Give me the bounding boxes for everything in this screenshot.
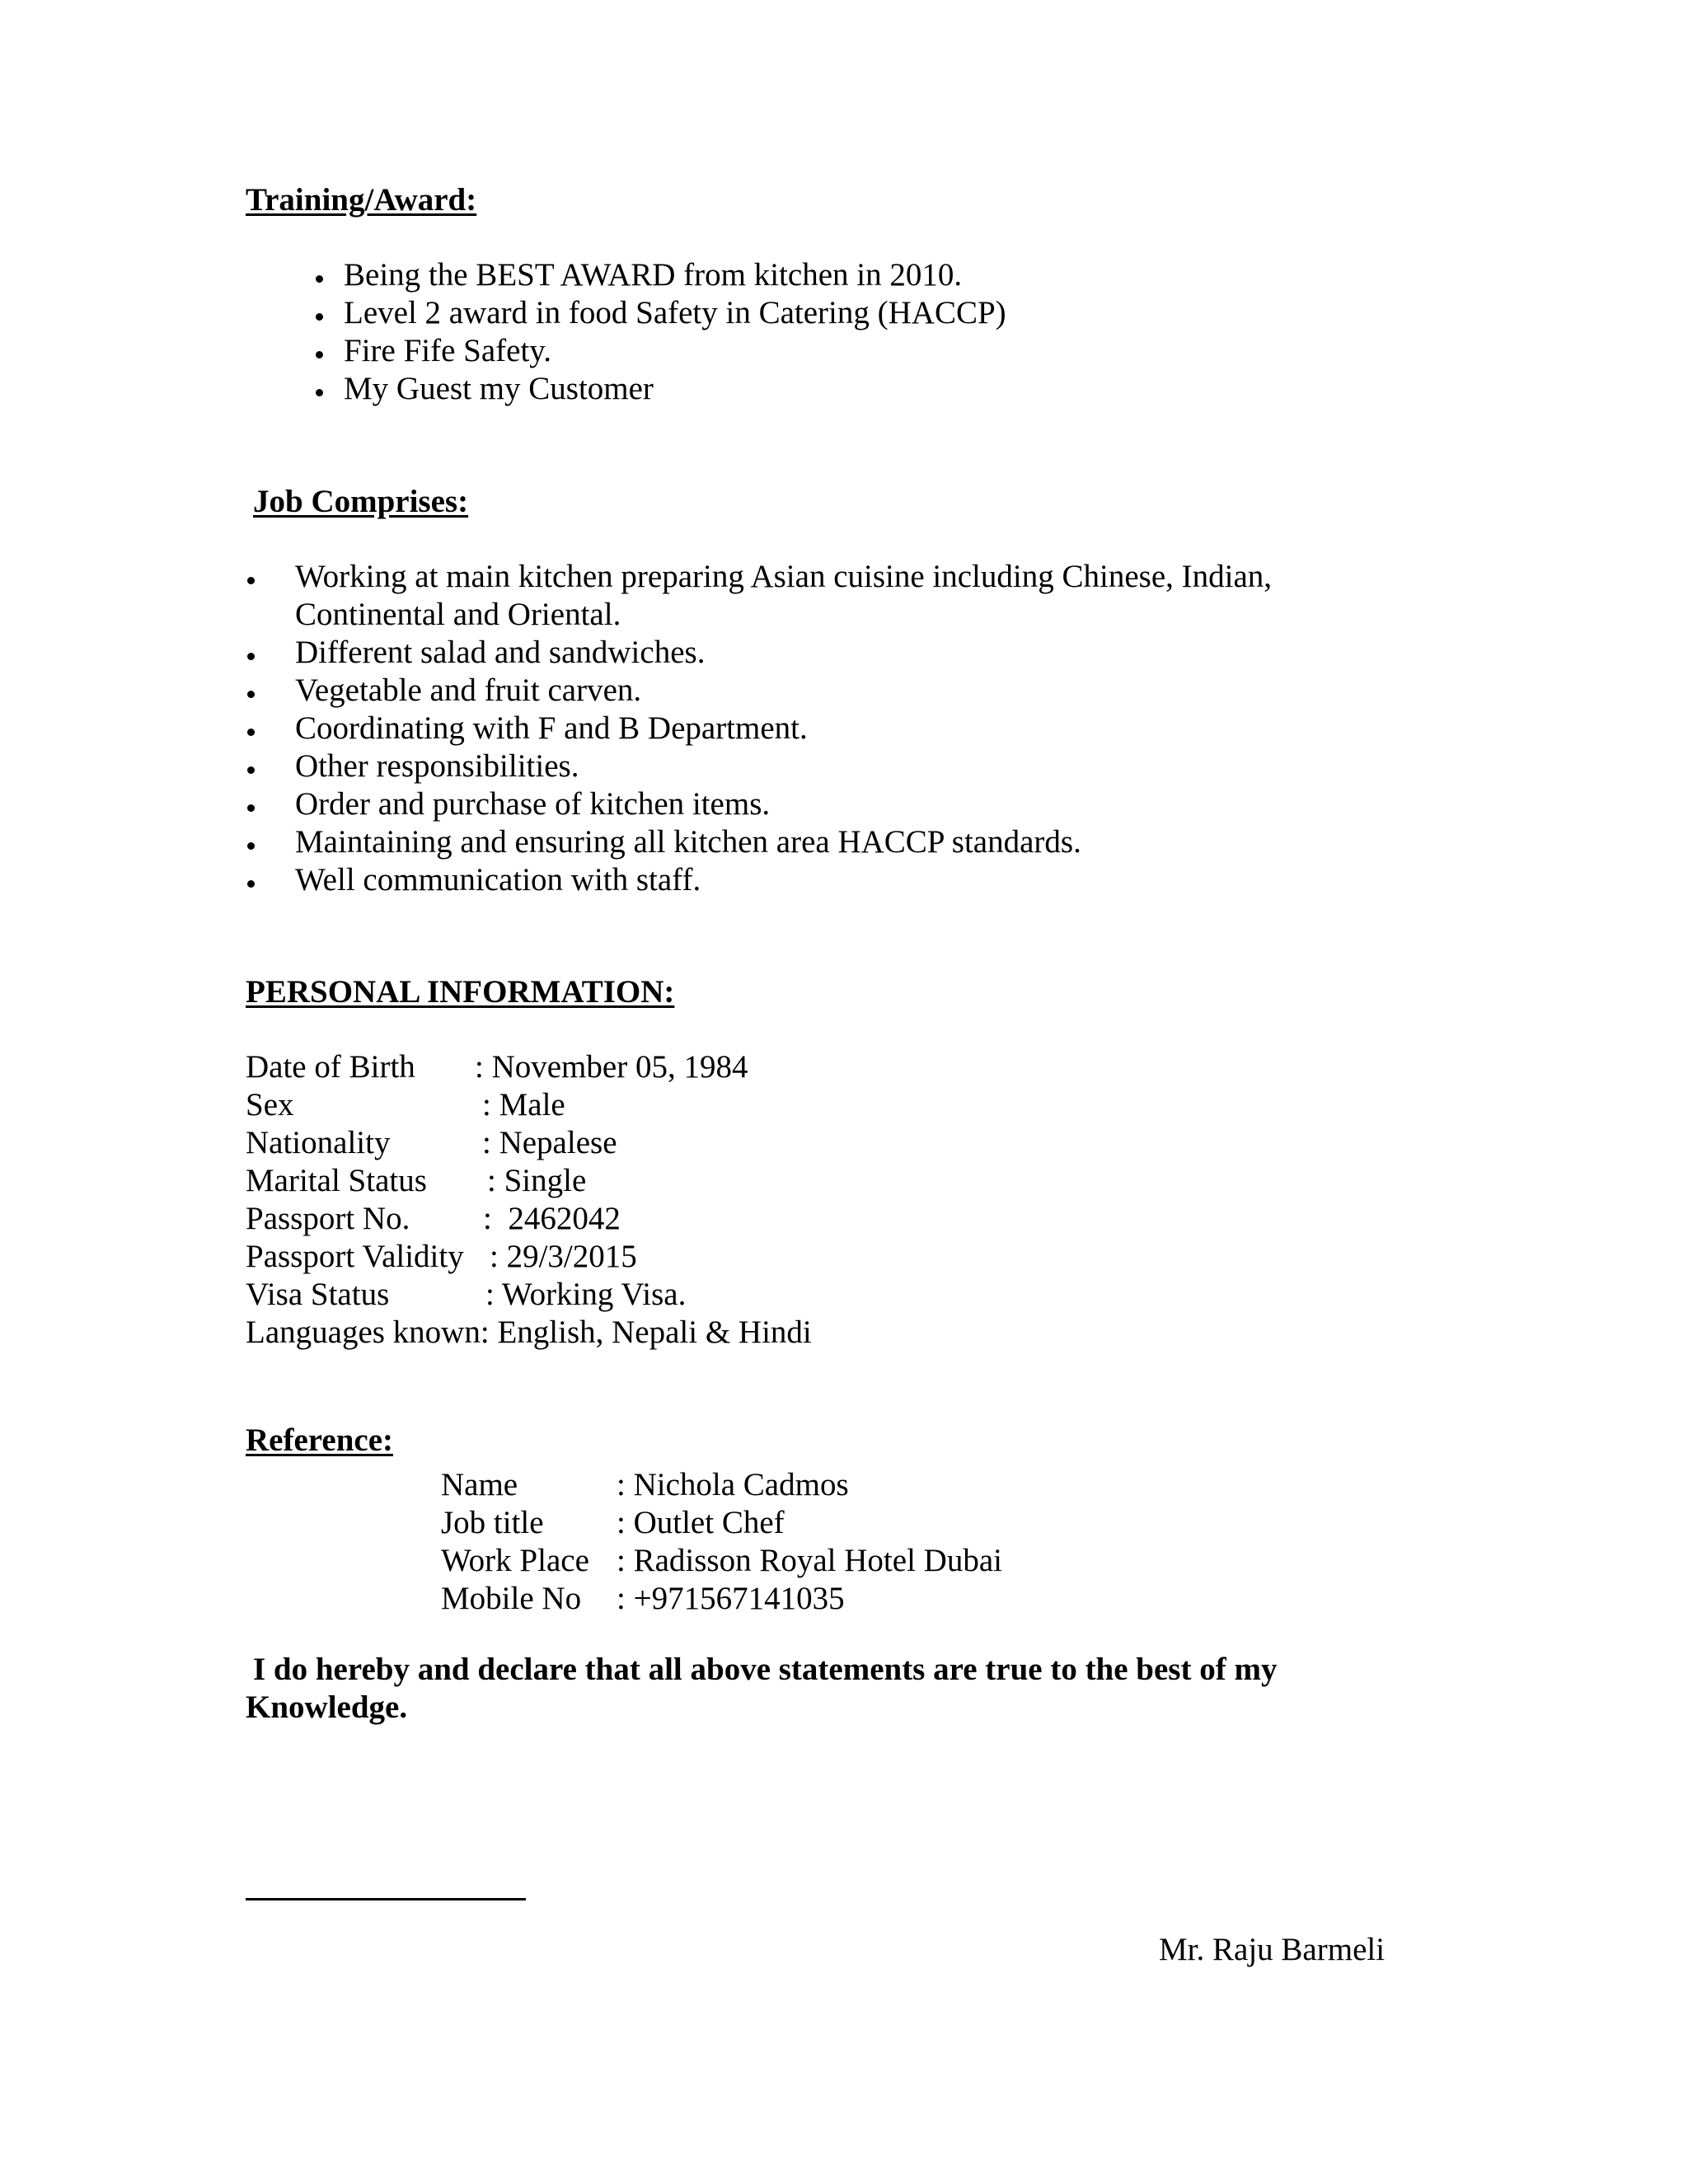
bullet-icon: [247, 691, 255, 698]
info-label: Passport Validity: [246, 1239, 464, 1274]
info-label: Sex: [246, 1087, 294, 1122]
declaration-line-1: I do hereby and declare that all above statements are true to the best of my: [253, 1652, 1278, 1687]
ref-label: Name: [441, 1467, 518, 1502]
info-row-nationality: [246, 1124, 617, 1162]
signature-line: [246, 1898, 526, 1900]
training-heading: Training/Award:: [246, 182, 477, 218]
job-item: Well communication with staff.: [295, 862, 701, 898]
signature-name: Mr. Raju Barmeli: [1159, 1932, 1386, 1967]
training-item: Being the BEST AWARD from kitchen in 2010.: [344, 257, 963, 293]
info-value: : Working Visa.: [485, 1277, 687, 1312]
bullet-icon: [247, 653, 255, 660]
ref-label: Mobile No: [441, 1581, 582, 1616]
info-label: Languages known: [246, 1315, 481, 1350]
job-item: Working at main kitchen preparing Asian cuisine including Chinese, Indian,: [295, 559, 1273, 594]
bullet-icon: [316, 313, 323, 321]
training-item: Fire Fife Safety.: [344, 333, 551, 368]
job-heading: Job Comprises:: [253, 484, 469, 519]
bullet-icon: [247, 577, 255, 584]
bullet-icon: [247, 729, 255, 736]
bullet-icon: [316, 389, 323, 396]
training-item: My Guest my Customer: [344, 371, 654, 406]
bullet-icon: [247, 842, 255, 850]
reference-heading: Reference:: [246, 1422, 393, 1458]
info-value: : Nepalese: [482, 1125, 617, 1160]
info-label: Date of Birth: [246, 1049, 415, 1085]
info-label: Nationality: [246, 1125, 391, 1160]
training-item: Level 2 award in food Safety in Catering (HACCP): [344, 295, 1006, 330]
job-item: Other responsibilities.: [295, 748, 579, 784]
info-row-marital-status: [246, 1162, 587, 1200]
job-item: Different salad and sandwiches.: [295, 635, 706, 670]
info-label: Marital Status: [246, 1163, 427, 1198]
info-value: : 29/3/2015: [490, 1239, 637, 1274]
info-value: : 2462042: [483, 1201, 621, 1236]
ref-label: Work Place: [441, 1543, 589, 1578]
info-row-languages: [246, 1314, 812, 1352]
info-value: : English, Nepali & Hindi: [480, 1315, 812, 1350]
bullet-icon: [316, 351, 323, 359]
bullet-icon: [316, 275, 323, 283]
job-item: Maintaining and ensuring all kitchen area HACCP standards.: [295, 824, 1081, 860]
info-value: : November 05, 1984: [475, 1049, 748, 1085]
info-value: : Single: [487, 1163, 587, 1198]
ref-label: Job title: [441, 1505, 544, 1540]
job-item: Order and purchase of kitchen items.: [295, 786, 771, 822]
job-item: Vegetable and fruit carven.: [295, 673, 642, 708]
bullet-icon: [247, 880, 255, 888]
info-label: Passport No.: [246, 1201, 410, 1236]
info-row-visa-status: [246, 1276, 687, 1314]
ref-value: : Radisson Royal Hotel Dubai: [617, 1543, 1002, 1578]
personal-heading: PERSONAL INFORMATION:: [246, 974, 675, 1010]
job-item: Coordinating with F and B Department.: [295, 710, 808, 746]
bullet-icon: [247, 804, 255, 812]
info-row-passport-validity: [246, 1238, 637, 1276]
bullet-icon: [247, 766, 255, 774]
ref-value: : Nichola Cadmos: [617, 1467, 849, 1502]
info-label: Visa Status: [246, 1277, 390, 1312]
ref-value: : +971567141035: [617, 1581, 845, 1616]
info-value: : Male: [482, 1087, 565, 1122]
info-row-sex: [246, 1086, 565, 1124]
info-row-passport-no: [246, 1200, 621, 1238]
ref-value: : Outlet Chef: [617, 1505, 785, 1540]
declaration-line-2: Knowledge.: [246, 1690, 408, 1725]
info-row-dob: [246, 1048, 748, 1086]
job-item-continuation: Continental and Oriental.: [295, 597, 621, 632]
